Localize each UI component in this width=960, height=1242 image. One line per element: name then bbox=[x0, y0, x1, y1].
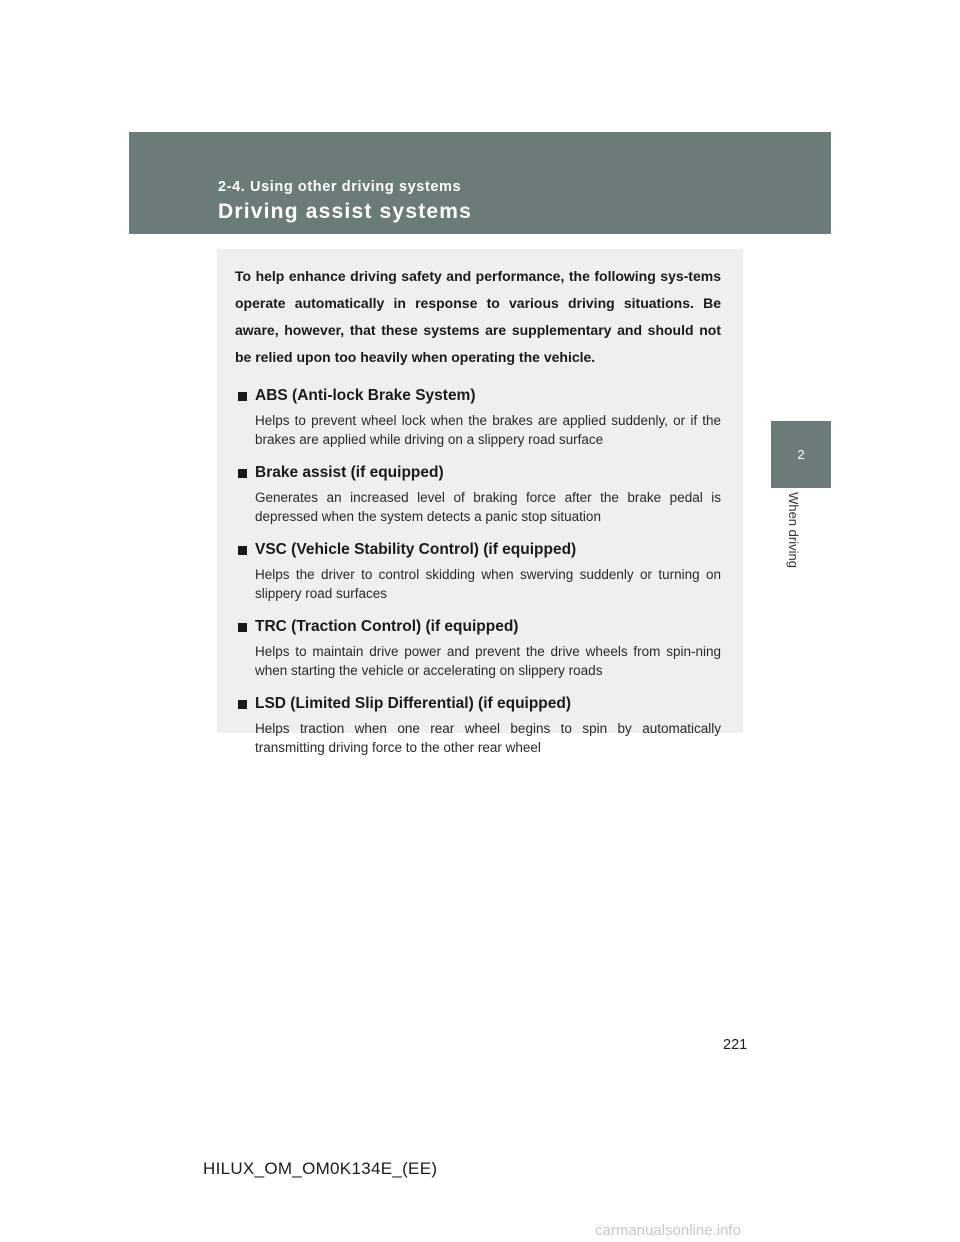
feature-heading-text: LSD (Limited Slip Differential) (if equipped) bbox=[255, 695, 572, 712]
square-bullet-icon bbox=[238, 469, 247, 478]
feature-description: Helps traction when one rear wheel begins to spin by automatically transmitting driving force to the other rear wheel bbox=[255, 721, 721, 755]
feature-trc bbox=[235, 616, 721, 680]
feature-description: Helps to prevent wheel lock when the brakes are applied suddenly, or if the brakes are applied while driving on a slippery road surface bbox=[255, 413, 721, 447]
square-bullet-icon bbox=[238, 700, 247, 709]
feature-heading-text: ABS (Anti-lock Brake System) bbox=[255, 387, 476, 404]
header-band bbox=[129, 132, 831, 234]
feature-heading bbox=[235, 385, 721, 407]
content-box bbox=[217, 249, 743, 755]
feature-heading bbox=[235, 616, 721, 638]
feature-heading bbox=[235, 462, 721, 484]
feature-description: Generates an increased level of braking force after the brake pedal is depressed when the system detects a panic stop situation bbox=[255, 490, 721, 524]
feature-heading bbox=[235, 693, 721, 715]
feature-lsd bbox=[235, 693, 721, 757]
watermark: carmanualsonline.info bbox=[595, 1222, 741, 1239]
feature-heading-text: VSC (Vehicle Stability Control) (if equipped) bbox=[255, 541, 577, 558]
feature-heading-text: TRC (Traction Control) (if equipped) bbox=[255, 618, 519, 635]
page-title: Driving assist systems bbox=[218, 200, 473, 223]
chapter-name: When driving bbox=[786, 492, 801, 568]
chapter-tab[interactable] bbox=[771, 421, 831, 488]
feature-vsc bbox=[235, 539, 721, 603]
feature-description: Helps the driver to control skidding when swerving suddenly or turning on slippery road surfaces bbox=[255, 567, 721, 601]
feature-abs bbox=[235, 385, 721, 449]
square-bullet-icon bbox=[238, 546, 247, 555]
feature-description: Helps to maintain drive power and prevent the drive wheels from spin-ning when starting the vehicle or accelerating on slippery roads bbox=[255, 644, 721, 678]
square-bullet-icon bbox=[238, 392, 247, 401]
page-number: 221 bbox=[723, 1037, 748, 1053]
intro-paragraph: To help enhance driving safety and performance, the following sys-tems operate automatically in response to various driving situations. Be aware, however, that these systems are supplementary and should not be relied upon too heavily when operating the vehicle. bbox=[235, 268, 721, 365]
chapter-number: 2 bbox=[797, 447, 805, 462]
square-bullet-icon bbox=[238, 623, 247, 632]
feature-heading-text: Brake assist (if equipped) bbox=[255, 464, 444, 481]
feature-heading bbox=[235, 539, 721, 561]
document-code: HILUX_OM_OM0K134E_(EE) bbox=[203, 1159, 438, 1178]
section-label: 2-4. Using other driving systems bbox=[218, 179, 462, 195]
feature-brake-assist bbox=[235, 462, 721, 526]
